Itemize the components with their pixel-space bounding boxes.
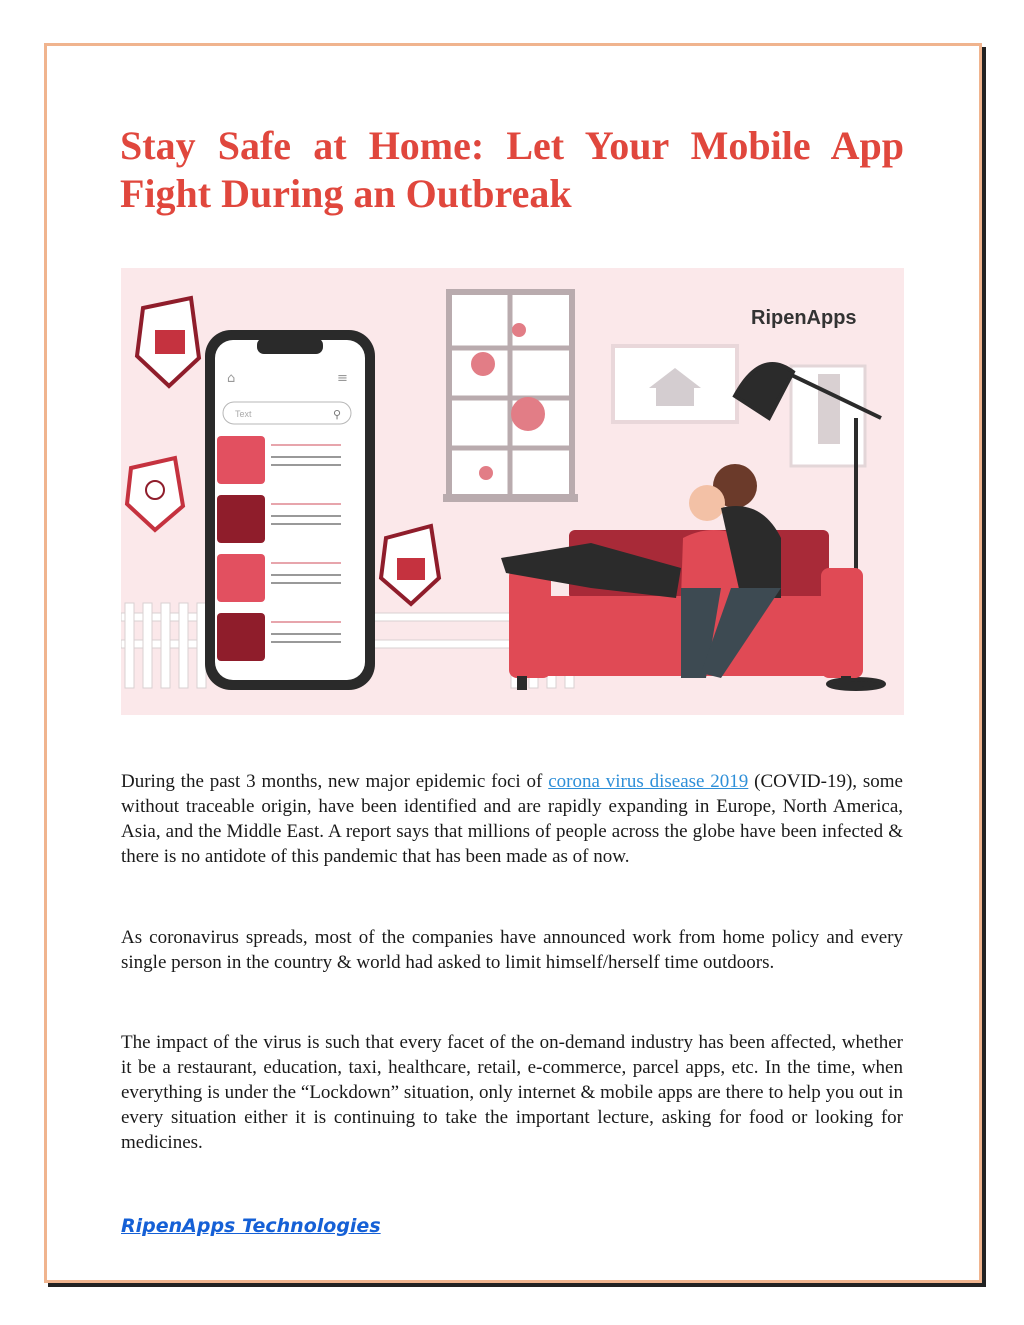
hero-illustration — [121, 268, 904, 715]
paragraph-work-from-home: As coronavirus spreads, most of the companies have announced work from home policy and every single person in the country & world had asked to limit himself/herself time outdoors. — [121, 927, 903, 973]
brand-logo-text: RipenApps — [751, 307, 857, 329]
paragraph-intro-rest: (COVID-19), some without traceable origin, have been identified and are rapidly expanding in Europe, North America, Asia, and the Middle East. A report says that millions of people across the globe have been infected & there is no antidote of this pandemic that has been made as of now. — [121, 771, 903, 867]
shield-icon — [127, 458, 183, 530]
paragraph-intro-lead: During the past 3 months, new major epidemic foci of — [121, 771, 549, 792]
shield-icon — [137, 298, 199, 386]
corona-virus-link[interactable]: corona virus disease 2019 — [548, 771, 749, 792]
ripenapps-logo — [751, 307, 857, 329]
shield-icon — [381, 526, 439, 604]
phone-search-placeholder: Text — [235, 409, 252, 419]
window-graphic — [443, 292, 578, 502]
ripenapps-technologies-link[interactable]: RipenApps Technologies — [121, 1215, 381, 1237]
page-title: Stay Safe at Home: Let Your Mobile App Fight During an Outbreak — [120, 123, 904, 216]
wall-picture-graphic — [613, 346, 737, 422]
phone-mockup — [205, 330, 375, 690]
paragraph-impact: The impact of the virus is such that every facet of the on-demand industry has been affected, whether it be a restaurant, education, taxi, healthcare, retail, e-commerce, parcel apps, etc. In the time, when everything is under the “Lockdown” situation, only internet & mobile apps are there to help you out in every situation either it is continuing to take the important lecture, asking for food or looking for medicines. — [121, 1032, 903, 1153]
home-icon: ⌂ — [227, 371, 236, 386]
menu-icon: ≡ — [337, 371, 348, 386]
paragraph-intro — [121, 769, 903, 869]
search-icon: ⚲ — [333, 408, 342, 421]
